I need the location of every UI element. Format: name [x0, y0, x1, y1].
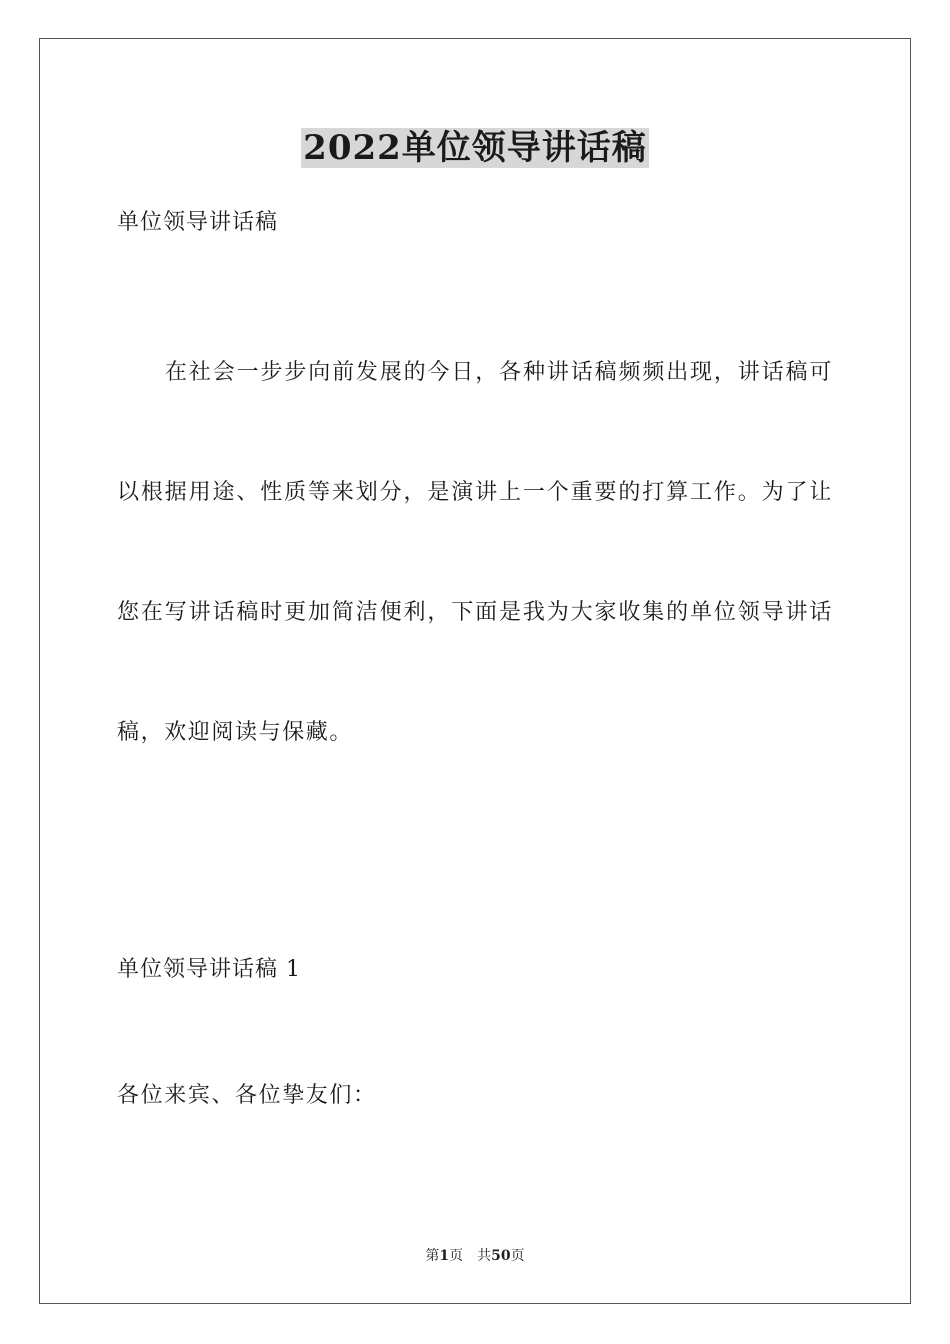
footer-mid: 页 共 — [449, 1248, 492, 1264]
footer-prefix: 第 — [425, 1248, 440, 1264]
footer-suffix: 页 — [510, 1248, 525, 1264]
page-footer — [0, 1246, 950, 1266]
document-title-text: 2022单位领导讲话稿 — [303, 128, 647, 168]
document-subtitle: 单位领导讲话稿 — [117, 210, 279, 235]
section-heading: 单位领导讲话稿 1 — [117, 957, 301, 982]
footer-total-pages: 50 — [491, 1248, 511, 1264]
footer-current-page: 1 — [439, 1248, 450, 1264]
document-title — [0, 126, 950, 170]
greeting-line: 各位来宾、各位挚友们： — [117, 1083, 377, 1108]
intro-paragraph: 在社会一步步向前发展的今日，各种讲话稿频频出现，讲话稿可以根据用途、性质等来划分，是演讲上一个重要的打算工作。为了让您在写讲话稿时更加简洁便利，下面是我为大家收集的单位领导讲话稿，欢迎阅读与保藏。 — [117, 360, 833, 745]
